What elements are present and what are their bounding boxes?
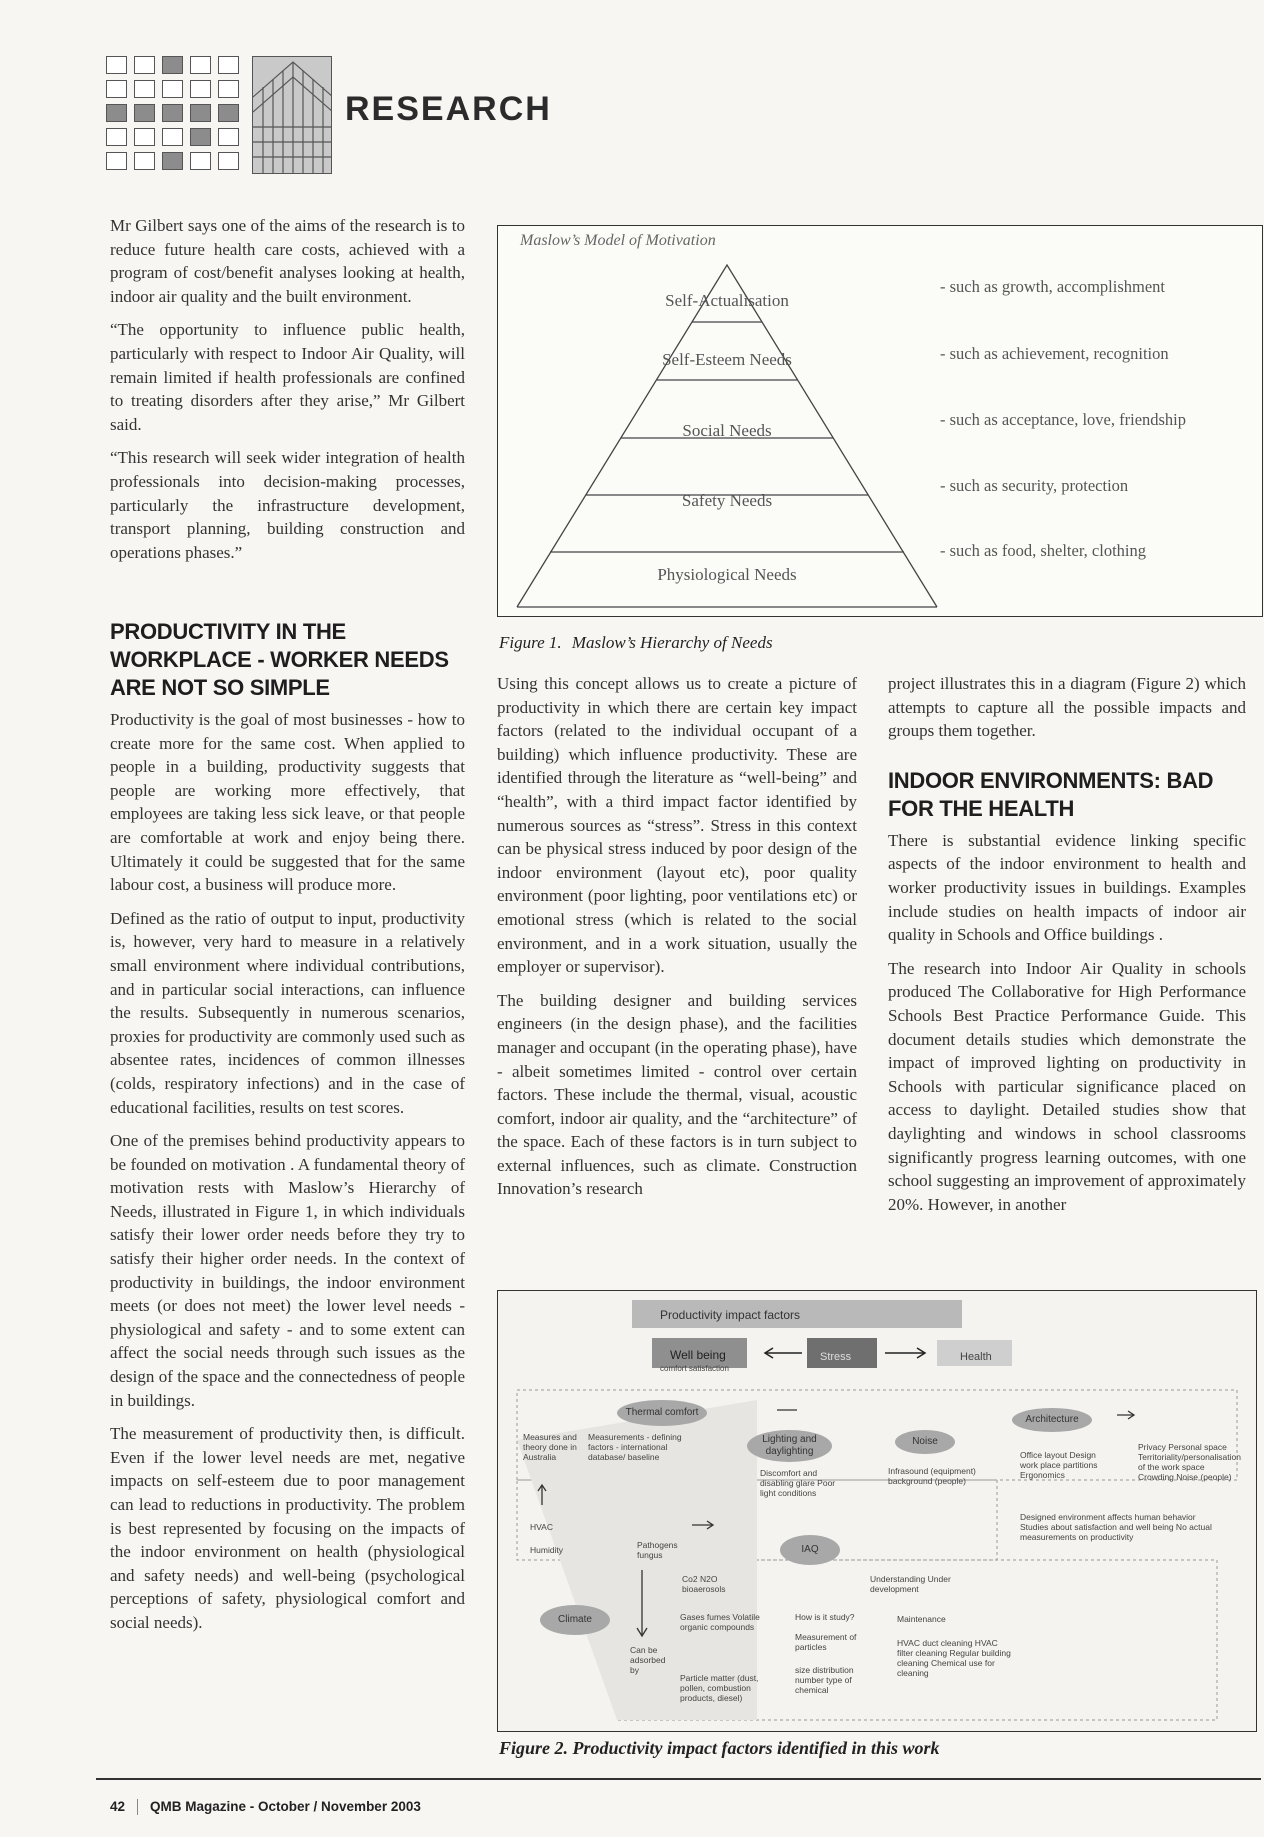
figure2-climate-bubble bbox=[540, 1605, 610, 1635]
productivity-heading: PRODUCTIVITY IN THE WORKPLACE - WORKER NEEDS ARE NOT SO SIMPLE bbox=[110, 619, 449, 700]
body-paragraph: Defined as the ratio of output to input, productivity is, however, very hard to measure in a relatively small environment where individual contributions, and in particular social interactions, can influence the results. Subsequently in numerous scenarios, proxies for productivity are commonly used such as absentee rates, incidences of common illnesses (colds, respiratory infections) and in the case of educational facilities, results on test scores. bbox=[110, 908, 465, 1117]
logo-square bbox=[134, 104, 155, 122]
footer bbox=[110, 1799, 421, 1815]
logo-square bbox=[106, 56, 127, 74]
figure2-thermal-bubble bbox=[617, 1400, 707, 1426]
logo-square bbox=[190, 80, 211, 98]
intro-paragraph: Mr Gilbert says one of the aims of the research is to reduce future health care costs, achieved with a program of cost/benefit analyses looking at health, indoor air quality and the built environment. bbox=[110, 216, 465, 306]
figure2-pathogens: Pathogens fungus bbox=[637, 1540, 678, 1560]
figure2-infrasound: Infrasound (equipment) background (people) bbox=[888, 1466, 976, 1486]
logo-square bbox=[218, 152, 239, 170]
section-title: RESEARCH bbox=[345, 90, 552, 128]
figure2-title: Productivity impact factors bbox=[660, 1308, 801, 1322]
figure2-noise: Noise bbox=[912, 1436, 938, 1447]
figure2-wellbeing: Well being bbox=[670, 1348, 726, 1362]
footer-rule bbox=[96, 1778, 1261, 1780]
figure2-noise-bubble bbox=[895, 1430, 955, 1454]
section-logo-grid bbox=[106, 56, 256, 174]
figure2-maintenance: Maintenance bbox=[897, 1614, 946, 1624]
figure2-architecture-bubble bbox=[1012, 1408, 1092, 1432]
logo-square bbox=[106, 128, 127, 146]
body-paragraph: The building designer and building services engineers (in the design phase), and the facilities manager and occupant (in the operating phase), have - albeit sometimes limited - control over certain factors. These include the thermal, visual, acoustic comfort, indoor air quality, and the “architecture” of the space. Each of these factors is in turn subject to external influences, such as climate. Construction Innovation’s research bbox=[497, 990, 857, 1199]
figure2-measures: Measures and theory done in Australia bbox=[523, 1432, 577, 1462]
figure2-measurement: Measurement of particles bbox=[795, 1632, 857, 1652]
logo-square bbox=[106, 80, 127, 98]
figure2-privacy: Privacy Personal space Territoriality/personalisation of the work space Crowding Noise (people) bbox=[1138, 1442, 1241, 1482]
logo-square bbox=[190, 152, 211, 170]
need-description: - such as acceptance, love, friendship bbox=[940, 410, 1187, 429]
figure1-caption bbox=[499, 633, 773, 653]
pyramid-level-safety: Safety Needs bbox=[681, 491, 773, 510]
pyramid-level-self-esteem: Self-Esteem Needs bbox=[662, 350, 792, 369]
body-paragraph: Productivity is the goal of most businesses - how to create more for the same cost. When applied to people in a building, productivity suggests that people are working more effectively, that employees are taking less sick leave, or that people are comfortable at work and enjoy being there. Ultimately it could be suggested that for the same labour cost, a business will produce more. bbox=[110, 710, 465, 895]
figure2-how-study: How is it study? bbox=[795, 1612, 855, 1622]
logo-square bbox=[218, 56, 239, 74]
body-paragraph: The measurement of productivity then, is difficult. Even if the lower level needs are met, negative impacts on self-esteem due to poor management can lead to reductions in productivity. The problem is best represented by focusing on the impacts of the indoor environment on health (physiological and safety needs) and well-being (psychological perceptions of safety, physiological comfort and social needs). bbox=[110, 1424, 465, 1632]
body-paragraph: The research into Indoor Air Quality in schools produced The Collaborative for High Performance Schools Best Practice Performance Guide. This document details studies which demonstrate the impact of improved lighting on productivity in Schools with particular significance placed on access to daylight. Detailed studies show that daylighting and windows in school classrooms significantly progress learning outcomes, with one school suggesting an improvement of approximately 20%. However, in another bbox=[888, 958, 1246, 1214]
figure2-thermal: Thermal comfort bbox=[625, 1407, 699, 1418]
indoor-environments-heading: INDOOR ENVIRONMENTS: BAD FOR THE HEALTH bbox=[888, 767, 1214, 821]
figure1-title: Maslow’s Model of Motivation bbox=[520, 232, 716, 249]
logo-square bbox=[134, 80, 155, 98]
figure2-lighting: Lighting and daylighting bbox=[762, 1434, 817, 1457]
body-paragraph: One of the premises behind productivity appears to be founded on motivation . A fundamental theory of motivation rests with Maslow’s Hierarchy of Needs, illustrated in Figure 1, in which individuals satisfy their lower order needs before they try to satisfy their higher order needs. In the context of productivity in buildings, the indoor environment meets (or does not meet) the lower level needs - physiological and safety - and to some extent can affect the social needs through such issues as the design of the space and the connectedness of people in buildings. bbox=[110, 1131, 465, 1410]
figure2-size: size distribution number type of chemical bbox=[795, 1665, 854, 1695]
figure2-hvac: HVAC bbox=[530, 1522, 553, 1532]
page-number: 42 bbox=[110, 1799, 126, 1814]
atrium-photo bbox=[252, 56, 332, 174]
figure2-office-layout: Office layout Design work place partitions Ergonomics bbox=[1020, 1450, 1098, 1480]
logo-square bbox=[162, 56, 183, 74]
intro-paragraph: “The opportunity to influence public health, particularly with respect to Indoor Air Quality, will remain limited if health professionals are confined to treating disorders after they arise,” Mr Gilbert said. bbox=[110, 320, 465, 434]
logo-square bbox=[190, 56, 211, 74]
body-paragraph: There is substantial evidence linking specific aspects of the indoor environment to health and worker productivity issues in buildings. Examples include studies on health impacts of indoor air quality in Schools and Office buildings . bbox=[888, 830, 1246, 945]
pyramid-level-physiological: Physiological Needs bbox=[657, 565, 797, 584]
publication-info: QMB Magazine - October / November 2003 bbox=[150, 1799, 421, 1814]
body-paragraph: Using this concept allows us to create a picture of productivity in which there are certain key impact factors (related to the individual occupant of a building) which influence productivity. These are identified through the literature as “well-being” and “health”, with a third impact factor identified by numerous sources as “stress”. Stress in this context can be physical stress induced by poor design of the indoor environment (layout etc), poor quality environment (poor lighting, poor ventilations etc) or emotional stress (which is related to the social environment, and in a work situation, usually the employer or supervisor). bbox=[497, 674, 857, 977]
figure2-caption: Figure 2. Productivity impact factors identified in this work bbox=[499, 1738, 940, 1758]
figure2-absorbed: Can be adsorbed by bbox=[630, 1645, 666, 1675]
figure2-diagram bbox=[497, 1290, 1257, 1732]
middle-column bbox=[497, 672, 857, 1211]
figure2-humidity: Humidity bbox=[530, 1545, 564, 1555]
figure2-iaq-bubble bbox=[780, 1535, 840, 1565]
logo-square bbox=[218, 104, 239, 122]
logo-square bbox=[218, 128, 239, 146]
figure2-architecture: Architecture bbox=[1025, 1414, 1079, 1425]
figure2-measurements: Measurements - defining factors - international database/ baseline bbox=[588, 1432, 682, 1462]
figure2-co2: Co2 N2O bioaerosols bbox=[682, 1574, 726, 1594]
logo-square bbox=[162, 104, 183, 122]
figure2-stress: Stress bbox=[820, 1351, 852, 1363]
figure2-particle: Particle matter (dust, pollen, combustion products, diesel) bbox=[680, 1673, 759, 1703]
figure2-climate: Climate bbox=[558, 1614, 592, 1625]
need-description: - such as achievement, recognition bbox=[940, 344, 1169, 363]
logo-square bbox=[106, 152, 127, 170]
figure2-discomfort: Discomfort and disabling glare Poor light conditions bbox=[760, 1468, 836, 1498]
logo-square bbox=[190, 104, 211, 122]
intro-text bbox=[110, 214, 465, 574]
figure2-gases: Gases fumes Volatile organic compounds bbox=[680, 1612, 760, 1632]
body-paragraph: project illustrates this in a diagram (Figure 2) which attempts to capture all the possible impacts and groups them together. bbox=[888, 674, 1246, 741]
pyramid-level-social: Social Needs bbox=[682, 421, 772, 440]
figure1-caption-text: Maslow’s Hierarchy of Needs bbox=[571, 633, 773, 652]
figure2-health: Health bbox=[960, 1351, 992, 1363]
figure2-iaq: IAQ bbox=[801, 1544, 819, 1555]
logo-square bbox=[134, 56, 155, 74]
logo-square bbox=[162, 80, 183, 98]
logo-square bbox=[162, 128, 183, 146]
logo-square bbox=[134, 128, 155, 146]
right-column bbox=[888, 672, 1246, 1226]
footer-separator bbox=[137, 1799, 138, 1815]
figure2-wellbeing-sub: comfort satisfaction bbox=[660, 1364, 729, 1373]
figure2-maintenance-items: HVAC duct cleaning HVAC filter cleaning Regular building cleaning Chemical use for cleaning bbox=[897, 1638, 1011, 1678]
logo-square bbox=[218, 80, 239, 98]
logo-square bbox=[162, 152, 183, 170]
pyramid-level-self-actualisation: Self-Actualisation bbox=[665, 291, 789, 310]
need-description: - such as security, protection bbox=[940, 476, 1129, 495]
figure2-understanding: Understanding Under development bbox=[870, 1574, 951, 1594]
logo-square bbox=[106, 104, 127, 122]
figure1-caption-prefix: Figure 1. bbox=[499, 633, 562, 652]
need-description: - such as growth, accomplishment bbox=[940, 277, 1165, 296]
logo-square bbox=[134, 152, 155, 170]
intro-paragraph: “This research will seek wider integration of health professionals into decision-making processes, particularly the infrastructure development, transport planning, building construction and operations phases.” bbox=[110, 448, 465, 562]
figure2-lighting-bubble bbox=[747, 1430, 832, 1462]
logo-square bbox=[190, 128, 211, 146]
productivity-section bbox=[110, 618, 465, 1645]
need-description: - such as food, shelter, clothing bbox=[940, 541, 1147, 560]
figure2-designed-env: Designed environment affects human behavior Studies about satisfaction and well being No actual measurements on productivity bbox=[1020, 1512, 1212, 1542]
